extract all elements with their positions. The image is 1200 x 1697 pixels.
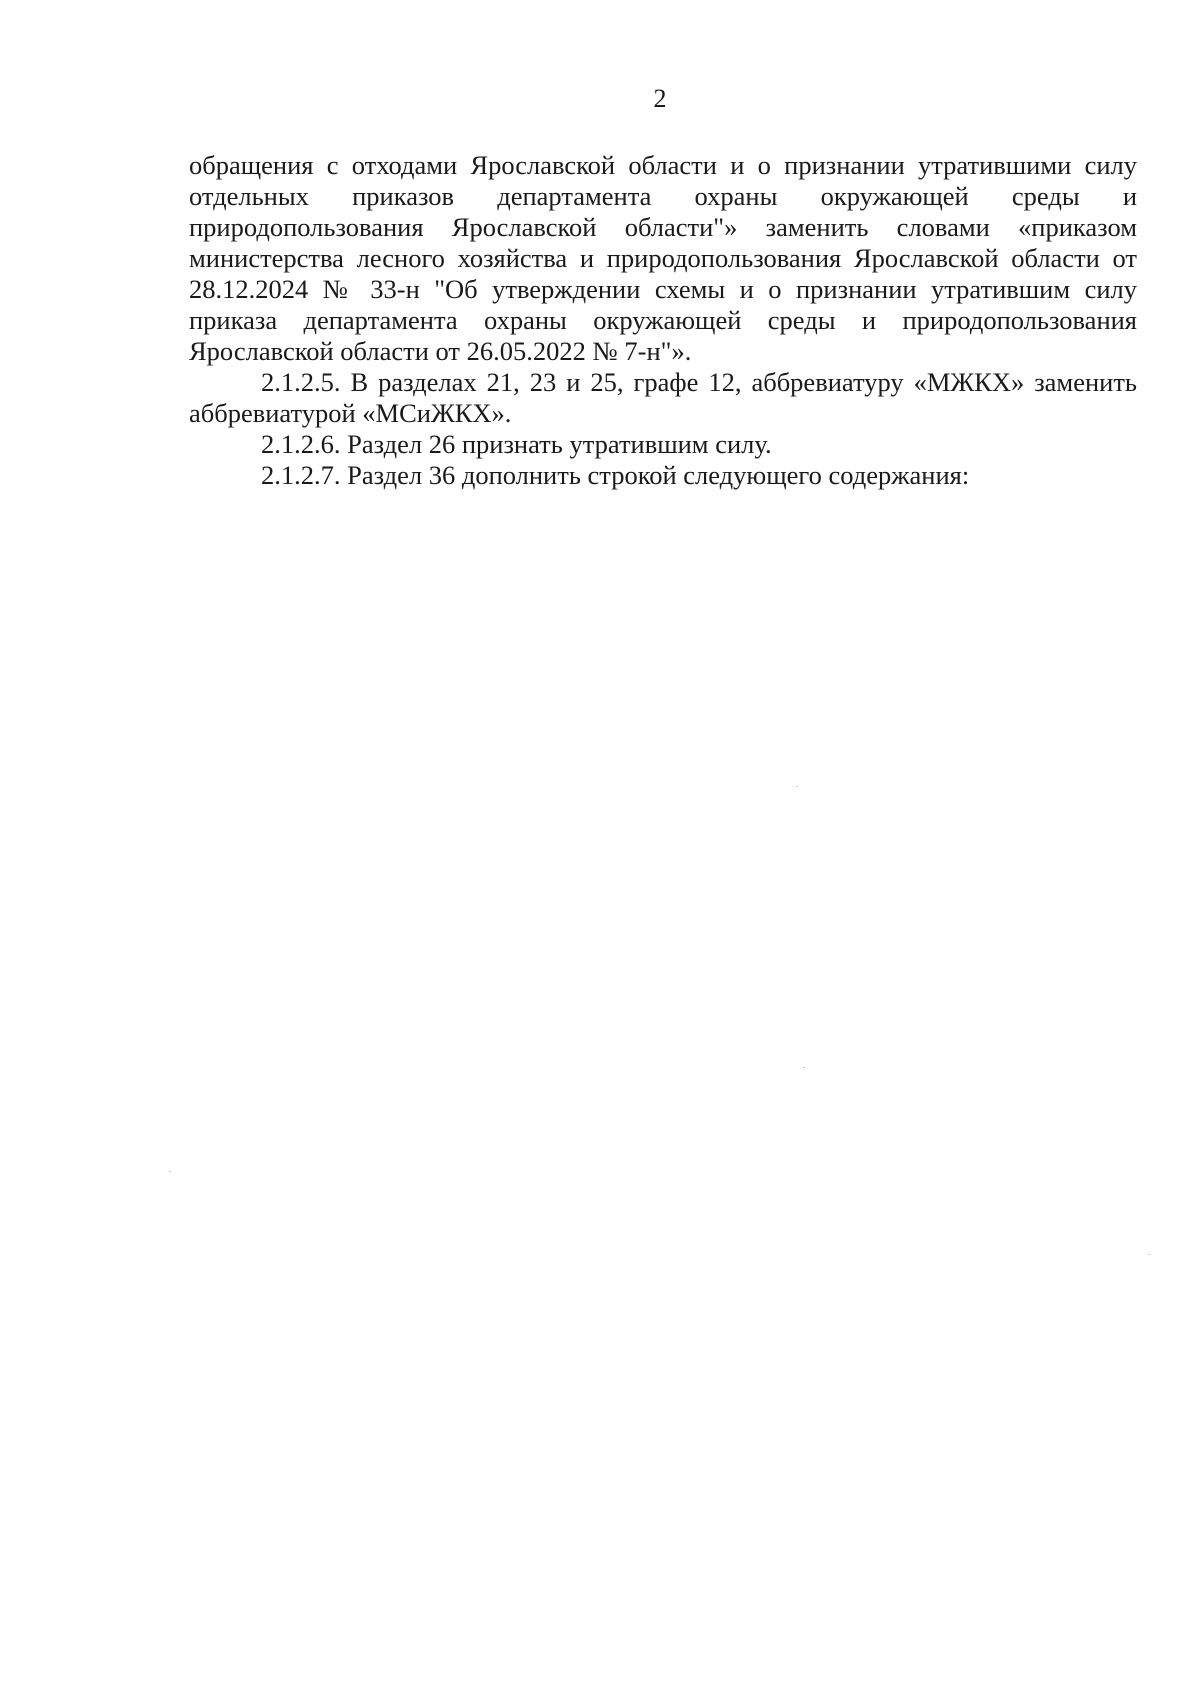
scan-speck [803, 1067, 805, 1068]
paragraph-item-2-1-2-7: 2.1.2.7. Раздел 36 дополнить строкой следующего содержания: [261, 460, 970, 490]
scan-speck [796, 786, 798, 787]
scan-speck [169, 1171, 171, 1172]
scan-speck [1148, 1254, 1150, 1255]
paragraph-item-2-1-2-6: 2.1.2.6. Раздел 26 признать утратившим силу. [261, 429, 772, 459]
page-number: 2 [653, 84, 667, 113]
paragraph-continuation: обращения с отходами Ярославской области и о признании утратившими силу отдельных приказов департамента охраны окружающей среды и природопользования Ярославской области"» заменить словами «приказом министерства лесного хозяйства и природопользования Ярославской области от 28.12.2024 № 33-н "Об утверждении схемы и о признании утратившим силу приказа департамента охраны окружающей среды и природопользования Ярославской области от 26.05.2022 № 7-н"». [189, 150, 1137, 366]
document-body [189, 150, 1137, 491]
paragraph-item-2-1-2-5: 2.1.2.5. В разделах 21, 23 и 25, графе 12, аббревиатуру «МЖКХ» заменить аббревиатурой «МСиЖКХ». [189, 367, 1137, 428]
